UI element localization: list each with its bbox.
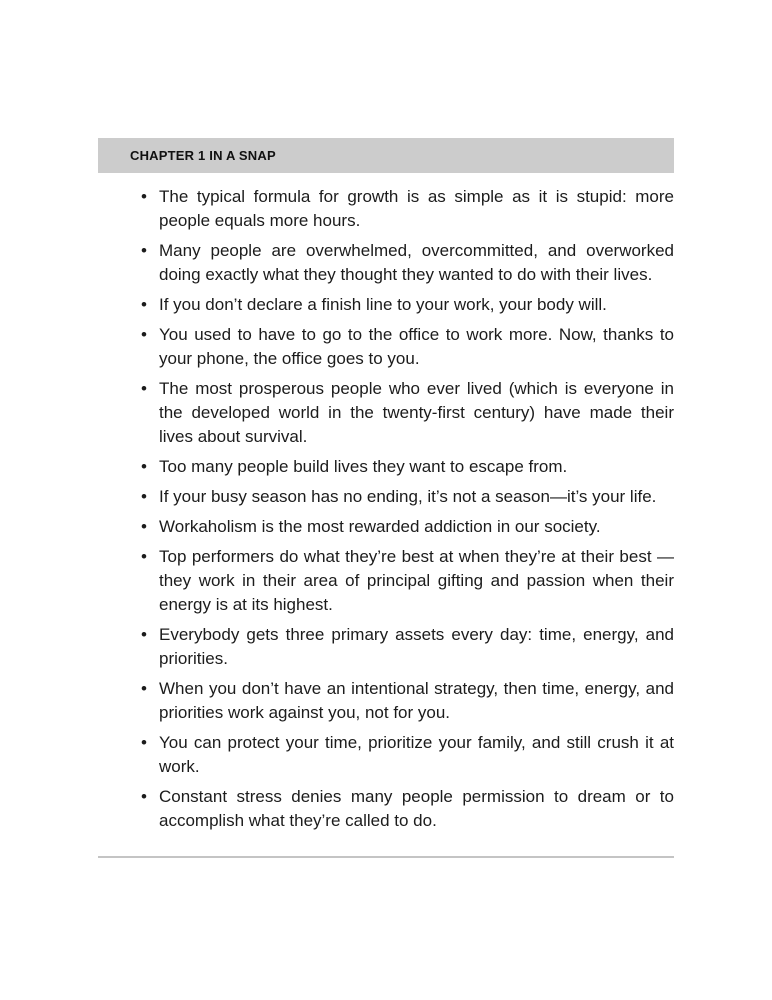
list-item-text: Too many people build lives they want to escape from.: [159, 457, 568, 476]
bullet-icon: •: [141, 625, 147, 644]
list-item-text: When you don’t have an intentional strategy, then time, energy, and priorities work against you, not for you.: [159, 679, 674, 722]
list-item-text: Everybody gets three primary assets every day: time, energy, and priorities.: [159, 625, 674, 668]
bullet-icon: •: [141, 517, 147, 536]
list-item: [98, 731, 674, 779]
list-item: [98, 515, 674, 539]
bullet-icon: •: [141, 187, 147, 206]
chapter-summary-box: [98, 138, 674, 839]
bullet-icon: •: [141, 547, 147, 566]
bullet-icon: •: [141, 379, 147, 398]
bullet-icon: •: [141, 487, 147, 506]
list-item-text: You used to have to go to the office to work more. Now, thanks to your phone, the office goes to you.: [159, 325, 674, 368]
list-item-text: Top performers do what they’re best at when they’re at their best —they work in their area of principal gifting and passion when their energy is at its highest.: [159, 547, 674, 614]
list-item-text: The typical formula for growth is as simple as it is stupid: more people equals more hours.: [159, 187, 674, 230]
bottom-divider: [98, 856, 674, 858]
list-item: [98, 785, 674, 833]
summary-bullet-list: [98, 173, 674, 833]
bullet-icon: •: [141, 733, 147, 752]
list-item-text: Many people are overwhelmed, overcommitted, and overworked doing exactly what they thought they wanted to do with their lives.: [159, 241, 674, 284]
bullet-icon: •: [141, 457, 147, 476]
list-item-text: The most prosperous people who ever lived (which is everyone in the developed world in the twenty-first century) have made their lives about survival.: [159, 379, 674, 446]
list-item-text: Constant stress denies many people permission to dream or to accomplish what they’re called to do.: [159, 787, 674, 830]
bullet-icon: •: [141, 679, 147, 698]
list-item: [98, 377, 674, 449]
list-item: [98, 455, 674, 479]
bullet-icon: •: [141, 295, 147, 314]
list-item: [98, 323, 674, 371]
list-item: [98, 485, 674, 509]
list-item-text: Workaholism is the most rewarded addiction in our society.: [159, 517, 601, 536]
list-item: [98, 293, 674, 317]
list-item: [98, 545, 674, 617]
bullet-icon: •: [141, 241, 147, 260]
list-item: [98, 239, 674, 287]
bullet-icon: •: [141, 325, 147, 344]
list-item: [98, 623, 674, 671]
list-item-text: If you don’t declare a finish line to your work, your body will.: [159, 295, 607, 314]
list-item: [98, 677, 674, 725]
summary-title: CHAPTER 1 IN A SNAP: [130, 148, 276, 163]
bullet-icon: •: [141, 787, 147, 806]
list-item-text: If your busy season has no ending, it’s not a season—it’s your life.: [159, 487, 657, 506]
list-item: [98, 185, 674, 233]
summary-header-bar: [98, 138, 674, 173]
list-item-text: You can protect your time, prioritize your family, and still crush it at work.: [159, 733, 674, 776]
